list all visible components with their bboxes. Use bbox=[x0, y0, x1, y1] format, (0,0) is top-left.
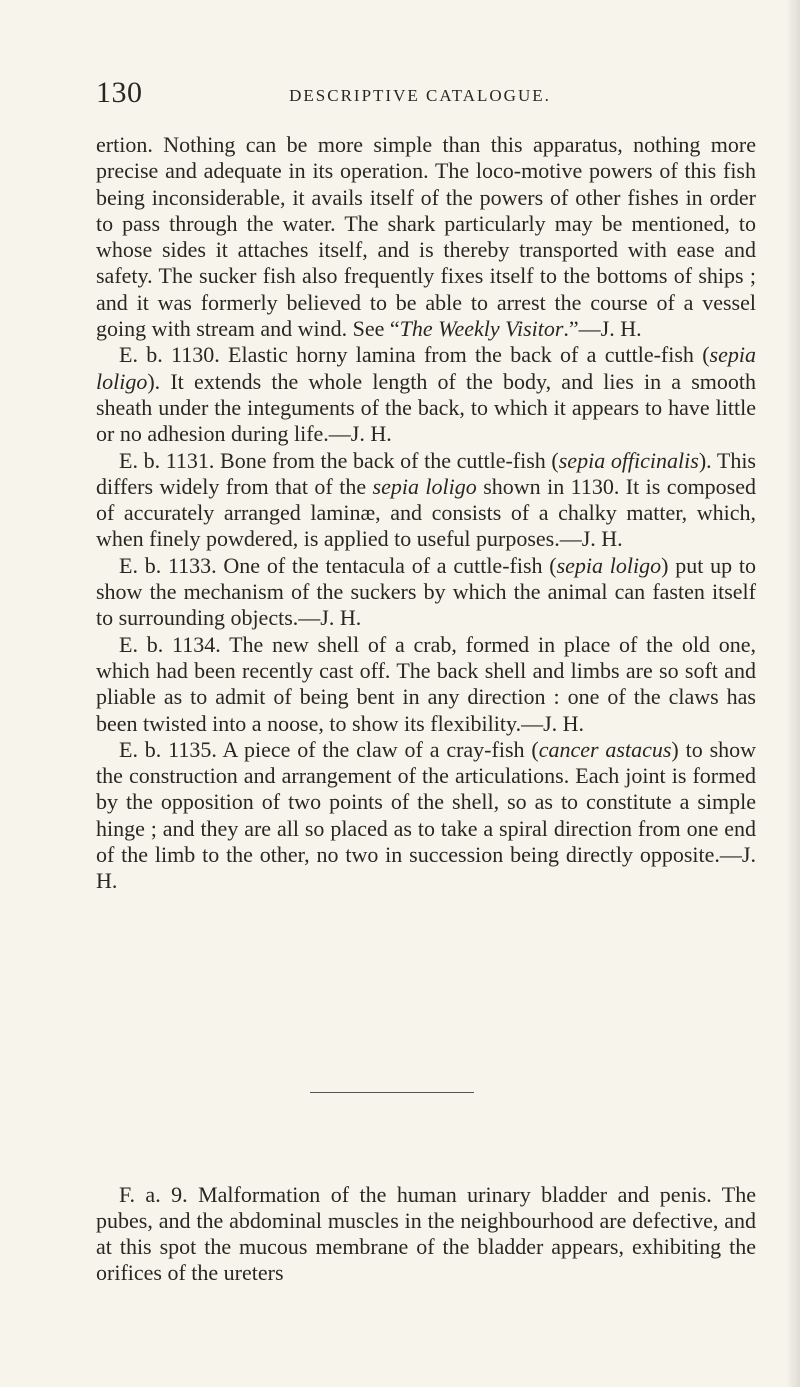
entry-ref: F. a. 9. bbox=[119, 1182, 188, 1207]
entry-ref: E. b. 1134. bbox=[119, 631, 221, 657]
section-divider bbox=[310, 1092, 474, 1093]
source-title: The Weekly Visitor bbox=[399, 316, 564, 342]
entry-ref: E. b. 1131. bbox=[119, 447, 215, 473]
catalogue-entry-1131: E. b. 1131. Bone from the back of the cuttle-fish (sepia officinalis). This differs widely from that of the sepia loligo shown in 1130. It is composed of accurately arranged laminæ, and consists of a chalky matter, which, when finely powdered, is applied to useful purposes.—J. H. bbox=[96, 447, 757, 552]
main-text bbox=[96, 132, 756, 895]
entry-ref: E. b. 1133. bbox=[119, 552, 217, 578]
page-header bbox=[0, 76, 800, 116]
page-edge-shadow bbox=[786, 0, 800, 1387]
opening-paragraph: ertion. Nothing can be more simple than this apparatus, nothing more precise and adequate in its operation. The loco-motive powers of this fish being inconsiderable, it avails itself of the powers of other fishes in order to pass through the water. The shark particularly may be mentioned, to whose sides it attaches itself, and is thereby transported with ease and safety. The sucker fish also frequently fixes itself to the bottoms of ships ; and it was formerly believed to be able to arrest the course of a vessel going with stream and wind. See “The Weekly Visitor.”—J. H. bbox=[96, 132, 756, 342]
catalogue-entry-1133: E. b. 1133. One of the tentacula of a cuttle-fish (sepia loligo) put up to show the mechanism of the suckers by which the animal can fasten itself to surrounding objects.—J. H. bbox=[96, 552, 756, 631]
catalogue-entry-1130: E. b. 1130. Elastic horny lamina from the back of a cuttle-fish (sepia loligo). It extends the whole length of the body, and lies in a smooth sheath under the integuments of the back, to which it appears to have little or no adhesion during life.—J. H. bbox=[96, 342, 756, 447]
entry-ref: E. b. 1135. bbox=[119, 736, 217, 762]
species-name: sepia officinalis bbox=[558, 447, 699, 473]
running-head: DESCRIPTIVE CATALOGUE. bbox=[289, 86, 551, 105]
catalogue-entry-1135: E. b. 1135. A piece of the claw of a cray-fish (cancer astacus) to show the construction and arrangement of the articulations. Each joint is formed by the opposition of two points of the shell, so as to constitute a simple hinge ; and they are all so placed as to take a spiral direction from one end of the limb to the other, no two in succession being directly opposite.—J. H. bbox=[96, 736, 757, 894]
species-name: sepia loligo bbox=[372, 473, 477, 499]
page-number: 130 bbox=[96, 76, 143, 109]
species-name: sepia loligo bbox=[556, 552, 662, 578]
section-f-text bbox=[96, 1182, 756, 1286]
species-name: sepia loligo bbox=[96, 342, 756, 394]
catalogue-entry-1134: E. b. 1134. The new shell of a crab, formed in place of the old one, which had been recently cast off. The back shell and limbs are so soft and pliable as to admit of being bent in any direction : one of the claws has been twisted into a noose, to show its flexibility.—J. H. bbox=[96, 631, 756, 736]
entry-ref: E. b. 1130. bbox=[119, 342, 220, 368]
species-name: cancer astacus bbox=[538, 736, 672, 762]
catalogue-entry-f-a-9: F. a. 9. Malformation of the human urinary bladder and penis. The pubes, and the abdominal muscles in the neighbourhood are defective, and at this spot the mucous membrane of the bladder appears, exhibiting the orifices of the ureters bbox=[96, 1182, 756, 1285]
